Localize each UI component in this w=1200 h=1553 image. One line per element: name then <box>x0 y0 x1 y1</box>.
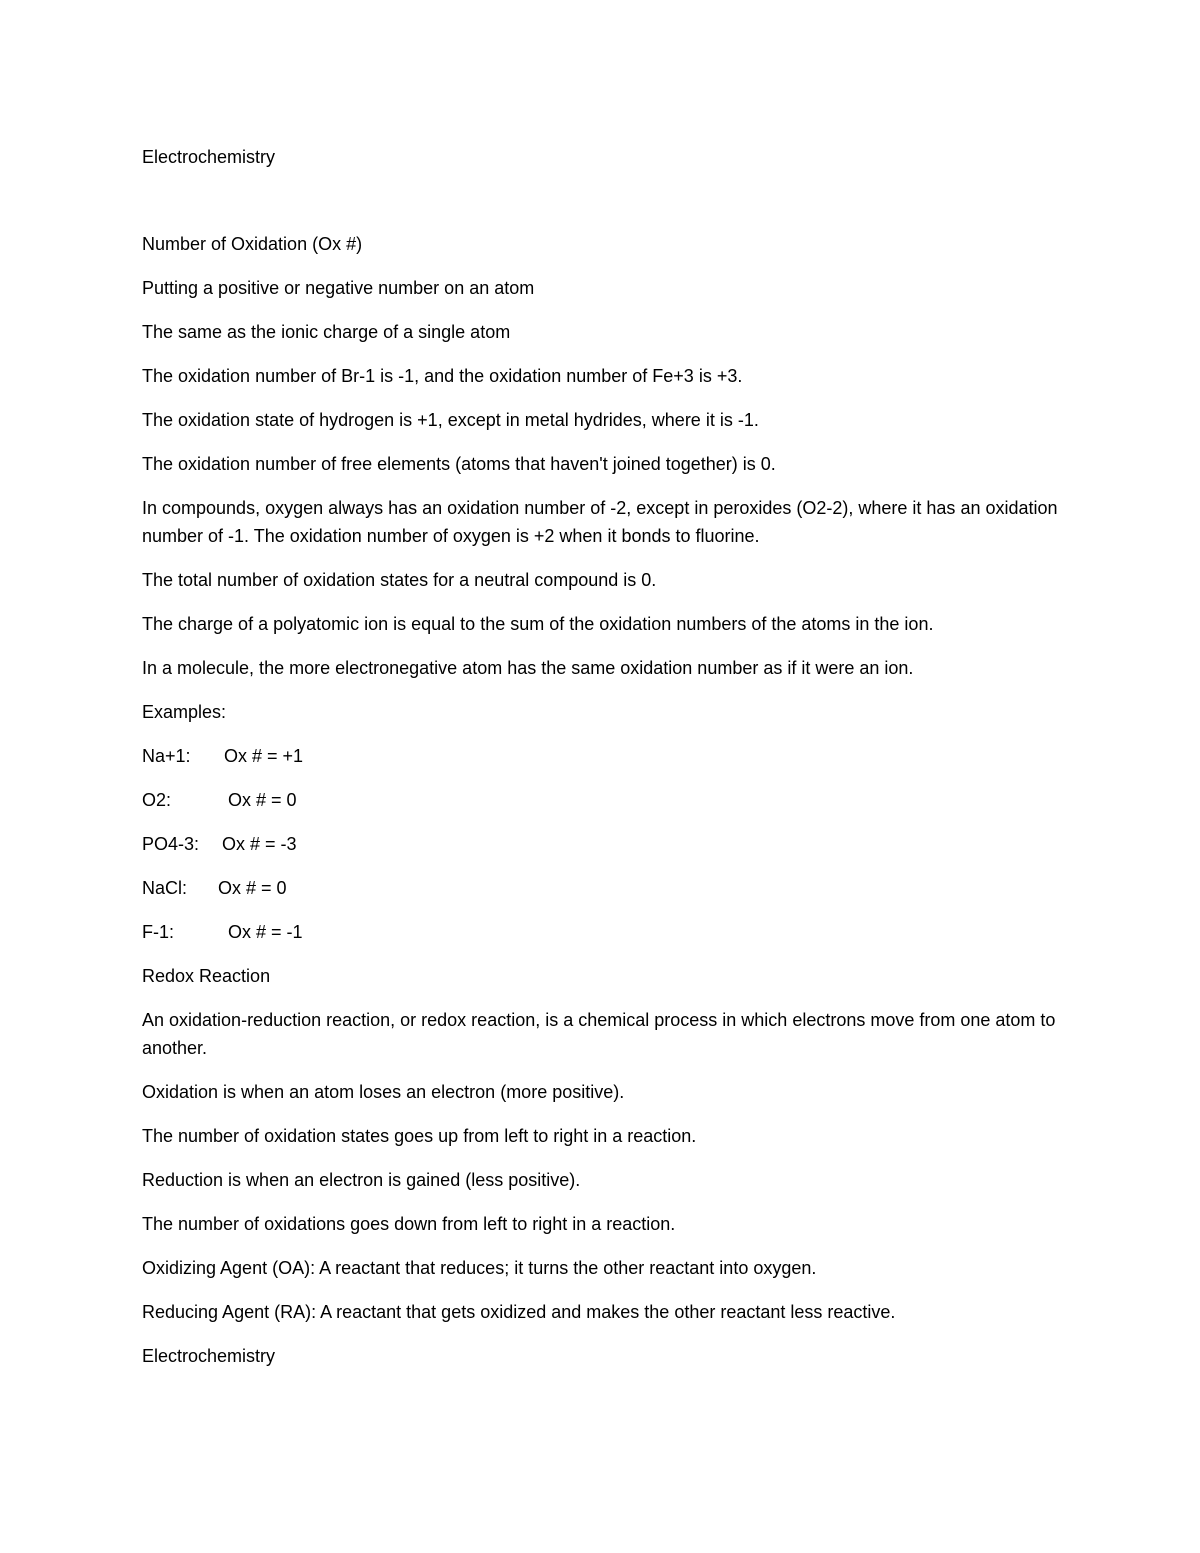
document-body <box>142 143 1062 1386</box>
paragraph: Reduction is when an electron is gained (less positive). <box>142 1170 581 1190</box>
paragraph: Putting a positive or negative number on an atom <box>142 278 535 298</box>
paragraph: The same as the ionic charge of a single atom <box>142 322 511 342</box>
example-value: Ox # = 0 <box>228 790 297 810</box>
example-label: F-1: <box>142 922 175 942</box>
example-row <box>142 874 1062 902</box>
example-row <box>142 786 1062 814</box>
example-label: NaCl: <box>142 878 188 898</box>
paragraph: An oxidation-reduction reaction, or redox reaction, is a chemical process in which electrons move from one atom to another. <box>142 1010 1056 1058</box>
footer-title: Electrochemistry <box>142 1346 276 1366</box>
paragraph: The oxidation number of Br-1 is -1, and the oxidation number of Fe+3 is +3. <box>142 366 743 386</box>
section-heading-oxidation-number: Number of Oxidation (Ox #) <box>142 234 363 254</box>
example-label: Na+1: <box>142 746 191 766</box>
paragraph: Oxidizing Agent (OA): A reactant that reduces; it turns the other reactant into oxygen. <box>142 1258 817 1278</box>
paragraph: The number of oxidations goes down from left to right in a reaction. <box>142 1214 676 1234</box>
example-label: PO4-3: <box>142 834 200 854</box>
example-row <box>142 830 1062 858</box>
paragraph: Reducing Agent (RA): A reactant that gets oxidized and makes the other reactant less reactive. <box>142 1302 896 1322</box>
paragraph: The charge of a polyatomic ion is equal to the sum of the oxidation numbers of the atoms in the ion. <box>142 614 934 634</box>
paragraph: The number of oxidation states goes up from left to right in a reaction. <box>142 1126 697 1146</box>
paragraph: The oxidation number of free elements (atoms that haven't joined together) is 0. <box>142 454 776 474</box>
example-row <box>142 918 1062 946</box>
example-label: O2: <box>142 790 172 810</box>
section-heading-redox: Redox Reaction <box>142 966 271 986</box>
examples-list <box>142 742 1062 946</box>
document-title: Electrochemistry <box>142 147 276 167</box>
example-value: Ox # = -1 <box>228 922 303 942</box>
example-row <box>142 742 1062 770</box>
paragraph: The total number of oxidation states for a neutral compound is 0. <box>142 570 657 590</box>
examples-heading: Examples: <box>142 702 227 722</box>
paragraph: Oxidation is when an atom loses an electron (more positive). <box>142 1082 625 1102</box>
example-value: Ox # = +1 <box>224 746 304 766</box>
paragraph: In a molecule, the more electronegative atom has the same oxidation number as if it were an ion. <box>142 658 914 678</box>
example-value: Ox # = -3 <box>222 834 297 854</box>
paragraph: The oxidation state of hydrogen is +1, except in metal hydrides, where it is -1. <box>142 410 759 430</box>
paragraph: In compounds, oxygen always has an oxidation number of -2, except in peroxides (O2-2), where it has an oxidation number of -1. The oxidation number of oxygen is +2 when it bonds to fluorine. <box>142 498 1058 546</box>
example-value: Ox # = 0 <box>218 878 287 898</box>
